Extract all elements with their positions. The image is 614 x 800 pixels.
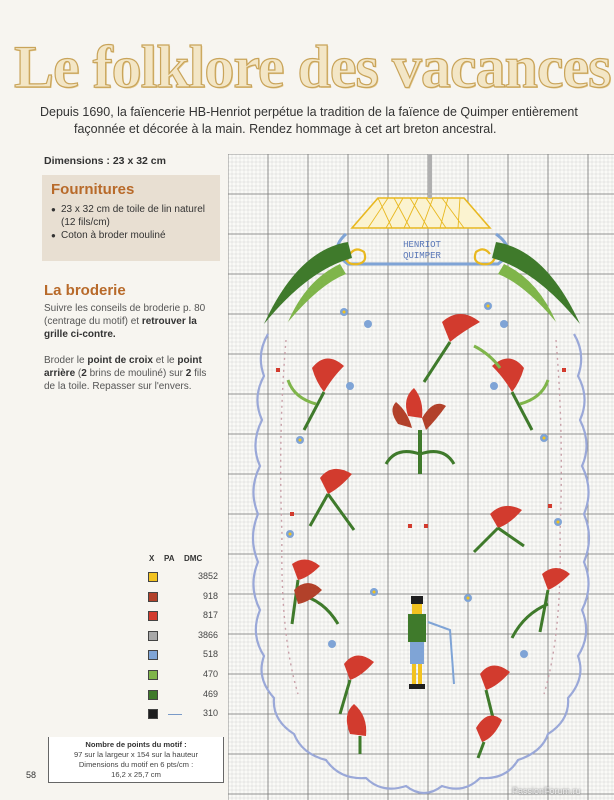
fournitures-item: ● 23 x 32 cm de toile de lin naturel (12 fils/cm)	[51, 203, 211, 229]
fournitures-box	[42, 175, 220, 261]
broderie-p1-bold: retrouver la grille ci-contre.	[44, 316, 197, 340]
broderie-p2-bold: point de croix	[87, 355, 153, 366]
broderie-p2-bold: 2	[81, 368, 87, 379]
stitch-count-line: 97 sur la largeur x 154 sur la hauteur	[73, 750, 199, 759]
page-title: Le folklore des vacances	[14, 36, 611, 98]
color-swatch	[148, 631, 158, 641]
broderie-paragraph-2	[44, 354, 220, 393]
dimensions-label: Dimensions : 23 x 32 cm	[44, 155, 166, 167]
chart-text-henriot: HENRIOT	[403, 240, 441, 250]
broderie-p2-bold: 2	[185, 368, 192, 379]
dmc-code: 817	[202, 610, 218, 621]
color-swatch	[148, 670, 158, 680]
stitch-count-line: 16,2 x 25,7 cm	[111, 770, 161, 779]
fournitures-item: ● Coton à broder mouliné	[51, 229, 211, 242]
broderie-p2-bold: point arrière	[44, 355, 202, 379]
dmc-code: 3866	[197, 629, 218, 640]
page-number: 58	[26, 770, 37, 780]
cross-stitch-chart	[228, 154, 614, 800]
color-swatch	[148, 572, 158, 582]
color-swatch	[148, 690, 158, 700]
dmc-code: 918	[202, 590, 218, 601]
broderie-p2-text: et le	[152, 355, 178, 366]
legend-header-x: X	[149, 554, 155, 563]
broderie-p2-text: Broder le	[44, 355, 88, 366]
stitch-count-box	[48, 737, 224, 783]
fournitures-title: Fournitures	[51, 181, 135, 198]
watermark: PassionForum.ru	[512, 786, 581, 796]
intro-line-1: Depuis 1690, la faïencerie HB-Henriot perpétue la tradition de la faïence de Quimper entièrement	[40, 105, 578, 119]
broderie-p2-text: brins de mouliné) sur	[86, 368, 186, 379]
thread-legend	[142, 554, 226, 725]
legend-row	[142, 686, 226, 706]
color-swatch	[148, 709, 158, 719]
broderie-paragraph-1	[44, 302, 220, 341]
broderie-title: La broderie	[44, 282, 126, 299]
chart-text-quimper: QUIMPER	[403, 251, 441, 261]
legend-header-dmc: DMC	[184, 554, 203, 563]
legend-row	[142, 646, 226, 666]
dmc-code: 518	[202, 649, 218, 660]
broderie-p1-text: Suivre les conseils de broderie p. 80 (centrage du motif) et	[44, 303, 206, 327]
broderie-p2-text: fils de la toile. Repasser sur l'envers.	[44, 368, 207, 392]
dmc-code: 469	[202, 688, 218, 699]
backstitch-line-icon	[168, 714, 182, 715]
dmc-code: 3852	[197, 571, 218, 581]
color-swatch	[148, 592, 158, 602]
color-swatch	[148, 611, 158, 621]
intro-paragraph	[40, 104, 612, 138]
stitch-count-line: Dimensions du motif en 6 pts/cm :	[78, 760, 194, 769]
stitch-count-title: Nombre de points du motif :	[85, 740, 187, 749]
legend-row	[142, 705, 226, 725]
legend-row	[142, 666, 226, 686]
dmc-code: 470	[202, 668, 218, 679]
intro-line-2: façonnée et décorée à la main. Rendez hommage à cet art breton ancestral.	[74, 122, 497, 136]
dmc-code: 310	[202, 708, 218, 719]
legend-header-pa: PA	[164, 554, 175, 563]
legend-row	[142, 627, 226, 647]
legend-row	[142, 568, 226, 588]
legend-row	[142, 588, 226, 608]
legend-row	[142, 607, 226, 627]
color-swatch	[148, 650, 158, 660]
banner-stem	[428, 154, 432, 198]
legend-header	[142, 554, 226, 568]
broderie-p2-text: (	[75, 368, 82, 379]
